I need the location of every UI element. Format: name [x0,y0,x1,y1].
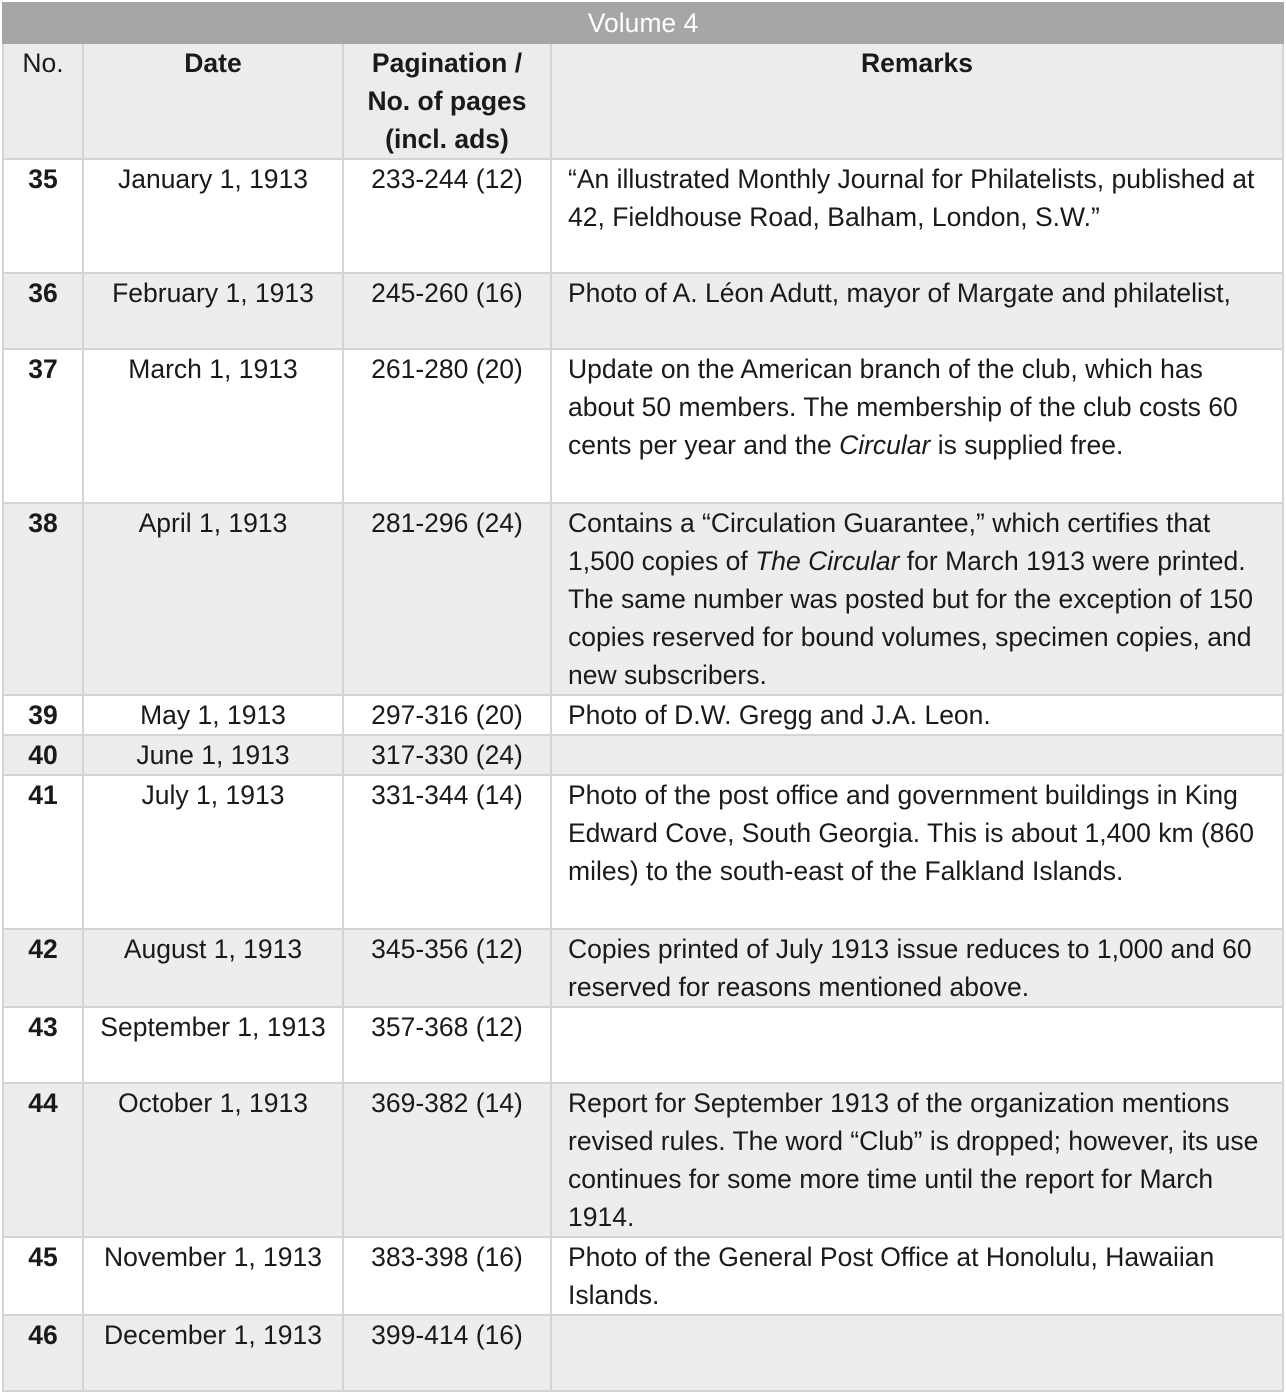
issue-remarks [551,1237,1283,1315]
issue-pagination: 399-414 (16) [343,1315,551,1391]
issue-remarks [551,349,1283,503]
volume-table [2,2,1284,1392]
issue-number: 44 [3,1083,83,1237]
issue-remarks [551,159,1283,273]
issue-date: June 1, 1913 [83,735,343,775]
issue-remarks [551,929,1283,1007]
issue-date: November 1, 1913 [83,1237,343,1315]
header-row [3,43,1283,159]
volume-title: Volume 4 [3,3,1283,43]
table-body [3,159,1283,1391]
issue-number: 37 [3,349,83,503]
issue-pagination: 281-296 (24) [343,503,551,695]
header-date: Date [83,43,343,159]
issue-pagination: 331-344 (14) [343,775,551,929]
header-remarks: Remarks [551,43,1283,159]
remarks-italic-title: Circular [839,430,931,460]
issue-date: April 1, 1913 [83,503,343,695]
table-row [3,1315,1283,1391]
issue-remarks [551,1315,1283,1391]
issue-number: 45 [3,1237,83,1315]
remarks-text: Report for September 1913 of the organization mentions revised rules. The word “Club” is dropped; however, its use continues for some more time until the report for March 1914. [568,1088,1259,1232]
table-row [3,1237,1283,1315]
issue-pagination: 245-260 (16) [343,273,551,349]
issue-date: January 1, 1913 [83,159,343,273]
table-row [3,503,1283,695]
issue-date: May 1, 1913 [83,695,343,735]
issue-number: 35 [3,159,83,273]
issue-pagination: 383-398 (16) [343,1237,551,1315]
issue-remarks [551,695,1283,735]
remarks-text: Photo of D.W. Gregg and J.A. Leon. [568,700,991,730]
issue-date: December 1, 1913 [83,1315,343,1391]
remarks-text: Photo of the post office and government buildings in King Edward Cove, South Georgia. This is about 1,400 km (860 miles) to the south-east of the Falkland Islands. [568,780,1254,886]
header-pagination-line: (incl. ads) [385,124,509,154]
remarks-text: Contains a “Circulation Guarantee,” which certifies that 1,500 copies of [568,508,1211,576]
issue-pagination: 233-244 (12) [343,159,551,273]
issue-number: 42 [3,929,83,1007]
issue-remarks [551,273,1283,349]
issue-date: August 1, 1913 [83,929,343,1007]
issue-pagination: 261-280 (20) [343,349,551,503]
table-row [3,159,1283,273]
issue-number: 40 [3,735,83,775]
issue-date: March 1, 1913 [83,349,343,503]
issue-pagination: 345-356 (12) [343,929,551,1007]
issue-number: 39 [3,695,83,735]
issue-date: February 1, 1913 [83,273,343,349]
remarks-text: Update on the American branch of the club, which has about 50 members. The membership of the club costs 60 cents per year and the [568,354,1238,460]
header-no: No. [3,43,83,159]
issue-remarks [551,775,1283,929]
issue-remarks [551,735,1283,775]
table-row [3,273,1283,349]
table-row [3,735,1283,775]
table-row [3,1083,1283,1237]
issue-number: 36 [3,273,83,349]
issue-number: 38 [3,503,83,695]
table-row [3,1007,1283,1083]
volume-title-row [3,3,1283,43]
volume-table-container [2,2,1282,1392]
issue-pagination: 357-368 (12) [343,1007,551,1083]
issue-date: September 1, 1913 [83,1007,343,1083]
remarks-text: “An illustrated Monthly Journal for Philatelists, published at 42, Fieldhouse Road, Balham, London, S.W.” [568,164,1255,232]
remarks-text: is supplied free. [930,430,1124,460]
issue-remarks [551,503,1283,695]
issue-remarks [551,1007,1283,1083]
issue-date: October 1, 1913 [83,1083,343,1237]
table-row [3,695,1283,735]
issue-number: 41 [3,775,83,929]
remarks-text: for March 1913 were printed. The same number was posted but for the exception of 150 copies reserved for bound volumes, specimen copies, and new subscribers. [568,546,1253,690]
issue-pagination: 297-316 (20) [343,695,551,735]
table-row [3,929,1283,1007]
header-pagination-line: Pagination / [371,48,523,78]
issue-number: 46 [3,1315,83,1391]
issue-pagination: 317-330 (24) [343,735,551,775]
issue-remarks [551,1083,1283,1237]
issue-number: 43 [3,1007,83,1083]
issue-date: July 1, 1913 [83,775,343,929]
remarks-text: Photo of A. Léon Adutt, mayor of Margate and philatelist, [568,278,1231,308]
remarks-italic-title: The Circular [755,546,900,576]
remarks-text: Photo of the General Post Office at Honolulu, Hawaiian Islands. [568,1242,1215,1310]
header-pagination-line: No. of pages [367,86,527,116]
remarks-text: Copies printed of July 1913 issue reduces to 1,000 and 60 reserved for reasons mentioned above. [568,934,1252,1002]
table-row [3,775,1283,929]
header-pagination [343,43,551,159]
table-row [3,349,1283,503]
issue-pagination: 369-382 (14) [343,1083,551,1237]
